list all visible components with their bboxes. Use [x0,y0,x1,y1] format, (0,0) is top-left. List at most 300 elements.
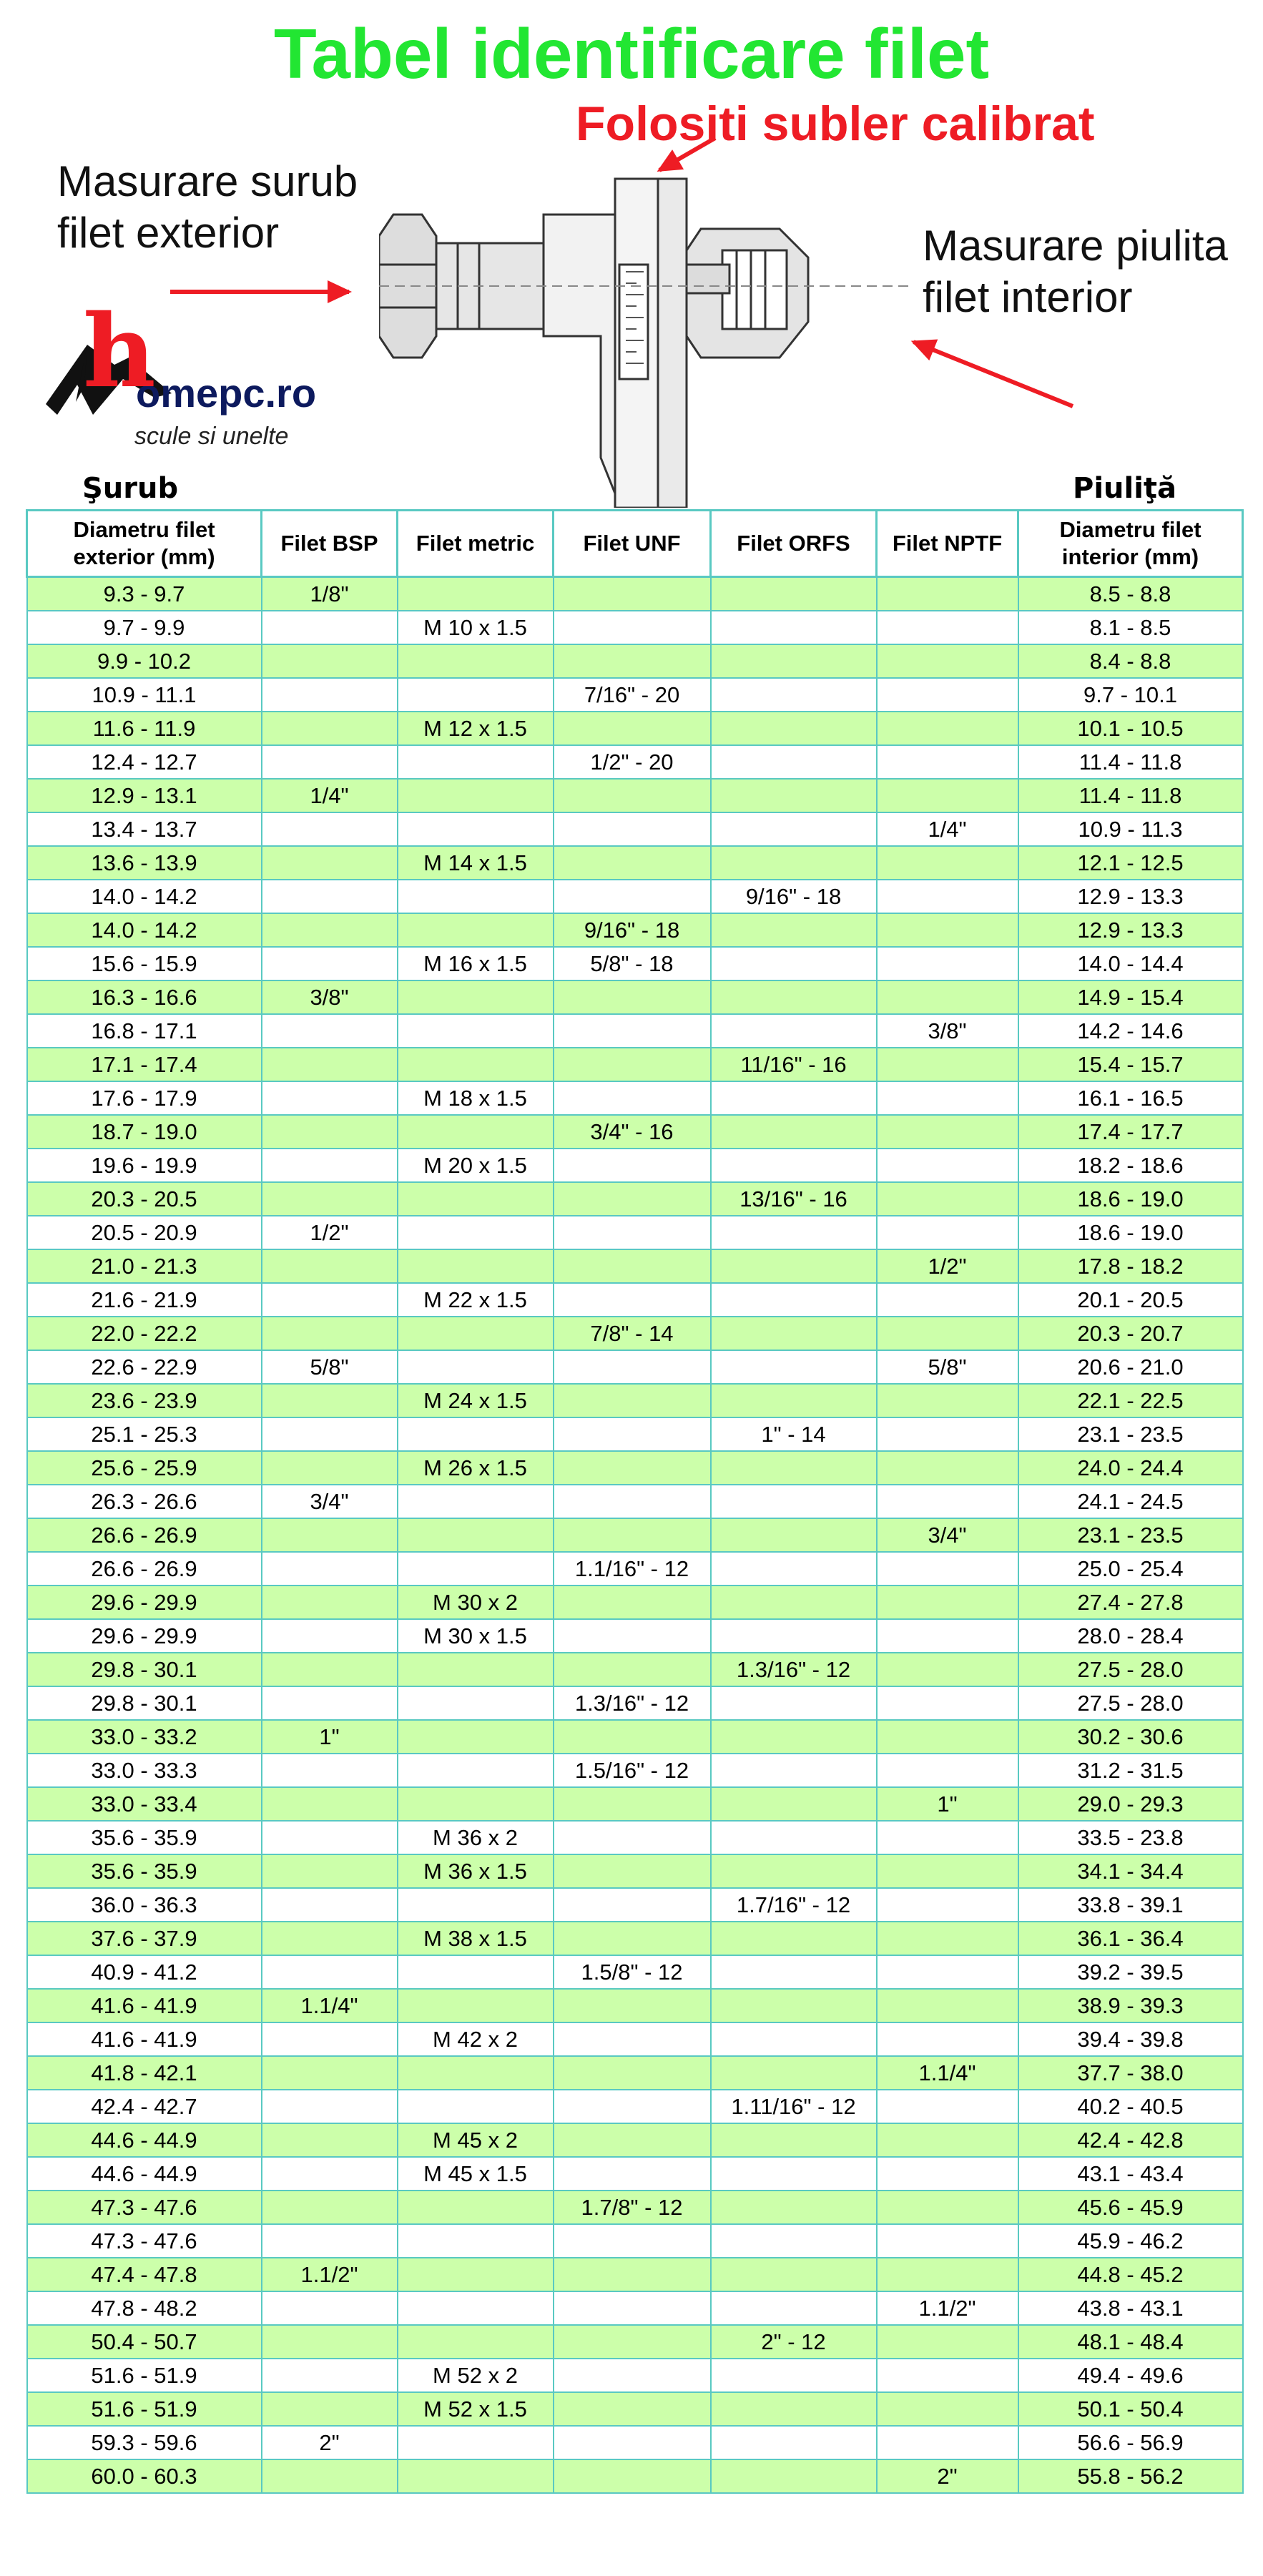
cell-orfs [711,1720,877,1754]
table-row [27,1115,1243,1149]
cell-unf [554,1821,711,1854]
table-row [27,913,1243,947]
cell-inner-diameter: 33.5 - 23.8 [1018,1821,1243,1854]
caliper-illustration-icon [379,157,908,508]
cell-metric [398,913,554,947]
cell-unf [554,2426,711,2459]
cell-inner-diameter: 43.1 - 43.4 [1018,2157,1243,2191]
cell-inner-diameter: 56.6 - 56.9 [1018,2426,1243,2459]
cell-unf [554,644,711,678]
thread-table [26,509,1244,2494]
cell-outer-diameter: 23.6 - 23.9 [27,1384,262,1417]
cell-orfs: 1.3/16" - 12 [711,1653,877,1686]
cell-outer-diameter: 33.0 - 33.4 [27,1787,262,1821]
cell-outer-diameter: 9.9 - 10.2 [27,644,262,678]
table-row [27,2191,1243,2224]
table-row [27,2056,1243,2090]
cell-bsp [262,1081,398,1115]
cell-nptf [877,1955,1018,1989]
cell-orfs [711,577,877,611]
table-row [27,1048,1243,1081]
cell-nptf [877,1048,1018,1081]
cell-bsp [262,1149,398,1182]
cell-orfs [711,2426,877,2459]
table-row [27,1754,1243,1787]
left-measure-label-line2: filet exterior [57,209,280,257]
table-row [27,2426,1243,2459]
cell-orfs [711,2123,877,2157]
cell-bsp [262,913,398,947]
cell-unf [554,2392,711,2426]
cell-metric [398,880,554,913]
cell-nptf [877,1149,1018,1182]
cell-metric [398,2459,554,2493]
cell-orfs [711,1451,877,1485]
cell-inner-diameter: 27.5 - 28.0 [1018,1686,1243,1720]
cell-metric [398,1552,554,1586]
cell-orfs [711,2258,877,2291]
cell-orfs [711,2291,877,2325]
cell-inner-diameter: 15.4 - 15.7 [1018,1048,1243,1081]
cell-unf [554,1384,711,1417]
cell-bsp [262,2459,398,2493]
cell-nptf [877,980,1018,1014]
logo-brand-text: omepc.ro [136,370,317,416]
cell-outer-diameter: 35.6 - 35.9 [27,1854,262,1888]
cell-unf [554,1586,711,1619]
cell-unf: 1.3/16" - 12 [554,1686,711,1720]
cell-unf [554,1149,711,1182]
cell-inner-diameter: 8.4 - 8.8 [1018,644,1243,678]
table-row [27,1586,1243,1619]
cell-orfs [711,1989,877,2022]
cell-outer-diameter: 42.4 - 42.7 [27,2090,262,2123]
header-outer-diameter: Diametru filet exterior (mm) [27,511,262,577]
header-nptf: Filet NPTF [877,511,1018,577]
cell-bsp [262,712,398,745]
table-row [27,1485,1243,1518]
cell-nptf [877,1451,1018,1485]
cell-orfs [711,1283,877,1317]
cell-outer-diameter: 18.7 - 19.0 [27,1115,262,1149]
cell-inner-diameter: 45.9 - 46.2 [1018,2224,1243,2258]
cell-nptf: 3/8" [877,1014,1018,1048]
cell-inner-diameter: 30.2 - 30.6 [1018,1720,1243,1754]
cell-orfs: 2" - 12 [711,2325,877,2359]
cell-nptf [877,644,1018,678]
cell-bsp [262,812,398,846]
left-measure-label-line1: Masurare surub [57,157,358,205]
cell-inner-diameter: 8.1 - 8.5 [1018,611,1243,644]
cell-inner-diameter: 22.1 - 22.5 [1018,1384,1243,1417]
table-row [27,2325,1243,2359]
cell-nptf [877,1317,1018,1350]
cell-bsp [262,1955,398,1989]
cell-nptf [877,2157,1018,2191]
cell-metric: M 14 x 1.5 [398,846,554,880]
cell-inner-diameter: 23.1 - 23.5 [1018,1518,1243,1552]
cell-outer-diameter: 14.0 - 14.2 [27,880,262,913]
cell-metric: M 38 x 1.5 [398,1922,554,1955]
header-unf: Filet UNF [554,511,711,577]
table-row [27,2392,1243,2426]
cell-orfs [711,611,877,644]
cell-nptf [877,2090,1018,2123]
cell-inner-diameter: 39.2 - 39.5 [1018,1955,1243,1989]
bolt-section-label: Şurub [82,472,179,505]
table-body [27,577,1243,2494]
cell-nptf: 3/4" [877,1518,1018,1552]
cell-nptf [877,2123,1018,2157]
cell-inner-diameter: 20.3 - 20.7 [1018,1317,1243,1350]
table-row [27,1552,1243,1586]
cell-unf [554,1451,711,1485]
cell-orfs [711,2224,877,2258]
cell-orfs [711,846,877,880]
table-row [27,1350,1243,1384]
cell-unf [554,1081,711,1115]
cell-orfs: 11/16" - 16 [711,1048,877,1081]
cell-orfs [711,1081,877,1115]
cell-orfs [711,812,877,846]
cell-outer-diameter: 22.0 - 22.2 [27,1317,262,1350]
cell-inner-diameter: 23.1 - 23.5 [1018,1417,1243,1451]
table-row [27,1014,1243,1048]
cell-metric [398,1653,554,1686]
cell-inner-diameter: 45.6 - 45.9 [1018,2191,1243,2224]
cell-bsp: 2" [262,2426,398,2459]
header-inner-diameter: Diametru filet interior (mm) [1018,511,1243,577]
cell-outer-diameter: 50.4 - 50.7 [27,2325,262,2359]
cell-metric [398,2056,554,2090]
cell-outer-diameter: 51.6 - 51.9 [27,2359,262,2392]
cell-orfs [711,1014,877,1048]
cell-metric [398,678,554,712]
cell-bsp [262,1854,398,1888]
table-row [27,2359,1243,2392]
table-row [27,1720,1243,1754]
cell-metric [398,2224,554,2258]
cell-unf: 1.1/16" - 12 [554,1552,711,1586]
cell-unf [554,2056,711,2090]
cell-bsp [262,1048,398,1081]
cell-outer-diameter: 37.6 - 37.9 [27,1922,262,1955]
cell-metric [398,1754,554,1787]
cell-orfs [711,1787,877,1821]
cell-bsp [262,947,398,980]
cell-orfs [711,2191,877,2224]
table-row [27,1989,1243,2022]
cell-inner-diameter: 9.7 - 10.1 [1018,678,1243,712]
cell-orfs [711,644,877,678]
cell-unf [554,880,711,913]
cell-outer-diameter: 44.6 - 44.9 [27,2157,262,2191]
cell-unf [554,2325,711,2359]
cell-orfs [711,1149,877,1182]
cell-orfs [711,947,877,980]
cell-nptf [877,2258,1018,2291]
cell-unf: 1/2" - 20 [554,745,711,779]
cell-inner-diameter: 25.0 - 25.4 [1018,1552,1243,1586]
cell-inner-diameter: 16.1 - 16.5 [1018,1081,1243,1115]
cell-inner-diameter: 29.0 - 29.3 [1018,1787,1243,1821]
table-row [27,1518,1243,1552]
cell-orfs [711,2157,877,2191]
cell-orfs [711,2359,877,2392]
cell-inner-diameter: 11.4 - 11.8 [1018,779,1243,812]
cell-nptf [877,779,1018,812]
cell-bsp [262,1653,398,1686]
cell-metric: M 45 x 2 [398,2123,554,2157]
cell-metric [398,2258,554,2291]
cell-orfs [711,1216,877,1249]
cell-metric [398,1417,554,1451]
table-row [27,1619,1243,1653]
cell-nptf [877,1653,1018,1686]
cell-outer-diameter: 59.3 - 59.6 [27,2426,262,2459]
table-row [27,1384,1243,1417]
cell-outer-diameter: 29.6 - 29.9 [27,1619,262,1653]
cell-unf [554,812,711,846]
cell-metric [398,1216,554,1249]
cell-unf [554,2022,711,2056]
cell-unf [554,1653,711,1686]
table-row [27,2258,1243,2291]
cell-metric [398,1317,554,1350]
cell-bsp [262,1619,398,1653]
cell-inner-diameter: 12.9 - 13.3 [1018,913,1243,947]
cell-bsp: 1/4" [262,779,398,812]
cell-metric: M 26 x 1.5 [398,1451,554,1485]
cell-bsp: 1" [262,1720,398,1754]
cell-bsp [262,2090,398,2123]
table-row [27,980,1243,1014]
cell-nptf [877,745,1018,779]
cell-metric: M 52 x 2 [398,2359,554,2392]
nut-section-label: Piuliţă [1073,472,1177,505]
cell-outer-diameter: 41.6 - 41.9 [27,2022,262,2056]
cell-bsp: 1/2" [262,1216,398,1249]
cell-outer-diameter: 36.0 - 36.3 [27,1888,262,1922]
cell-metric [398,2426,554,2459]
cell-nptf [877,1854,1018,1888]
cell-metric [398,1787,554,1821]
table-row [27,1686,1243,1720]
cell-metric [398,779,554,812]
cell-metric [398,812,554,846]
cell-nptf [877,1754,1018,1787]
cell-nptf [877,1081,1018,1115]
cell-orfs [711,1754,877,1787]
cell-metric [398,1686,554,1720]
cell-metric [398,1182,554,1216]
cell-outer-diameter: 17.1 - 17.4 [27,1048,262,1081]
arrow-to-bolt-icon [170,290,349,294]
cell-metric: M 12 x 1.5 [398,712,554,745]
cell-bsp [262,1115,398,1149]
cell-bsp [262,1586,398,1619]
cell-bsp [262,846,398,880]
cell-nptf [877,2325,1018,2359]
cell-nptf [877,2191,1018,2224]
cell-metric [398,1350,554,1384]
cell-unf: 7/16" - 20 [554,678,711,712]
cell-orfs [711,678,877,712]
cell-bsp: 1.1/4" [262,1989,398,2022]
cell-inner-diameter: 33.8 - 39.1 [1018,1888,1243,1922]
table-row [27,1216,1243,1249]
cell-metric: M 45 x 1.5 [398,2157,554,2191]
cell-nptf [877,1586,1018,1619]
table-row [27,880,1243,913]
cell-unf [554,980,711,1014]
cell-nptf [877,1182,1018,1216]
cell-inner-diameter: 38.9 - 39.3 [1018,1989,1243,2022]
cell-metric: M 36 x 1.5 [398,1854,554,1888]
cell-orfs [711,1619,877,1653]
table-row [27,1821,1243,1854]
cell-outer-diameter: 13.4 - 13.7 [27,812,262,846]
cell-bsp [262,1888,398,1922]
table-row [27,812,1243,846]
table-row [27,678,1243,712]
cell-unf: 3/4" - 16 [554,1115,711,1149]
cell-inner-diameter: 31.2 - 31.5 [1018,1754,1243,1787]
cell-orfs [711,1317,877,1350]
cell-outer-diameter: 13.6 - 13.9 [27,846,262,880]
cell-outer-diameter: 9.7 - 9.9 [27,611,262,644]
cell-outer-diameter: 47.3 - 47.6 [27,2191,262,2224]
cell-inner-diameter: 44.8 - 45.2 [1018,2258,1243,2291]
logo-brand [83,293,317,422]
cell-metric [398,1888,554,1922]
cell-unf [554,1888,711,1922]
cell-inner-diameter: 18.6 - 19.0 [1018,1216,1243,1249]
cell-nptf [877,846,1018,880]
cell-nptf [877,611,1018,644]
table-row [27,1922,1243,1955]
header-bsp: Filet BSP [262,511,398,577]
cell-nptf [877,1384,1018,1417]
header-orfs: Filet ORFS [711,511,877,577]
cell-unf [554,2291,711,2325]
cell-outer-diameter: 22.6 - 22.9 [27,1350,262,1384]
cell-bsp [262,2359,398,2392]
cell-metric: M 10 x 1.5 [398,611,554,644]
cell-unf [554,1720,711,1754]
cell-metric: M 16 x 1.5 [398,947,554,980]
cell-nptf [877,1619,1018,1653]
cell-outer-diameter: 40.9 - 41.2 [27,1955,262,1989]
cell-orfs [711,2392,877,2426]
cell-unf [554,611,711,644]
cell-nptf [877,1922,1018,1955]
cell-outer-diameter: 25.1 - 25.3 [27,1417,262,1451]
cell-bsp [262,1384,398,1417]
cell-bsp [262,1686,398,1720]
cell-unf: 1.5/8" - 12 [554,1955,711,1989]
cell-outer-diameter: 11.6 - 11.9 [27,712,262,745]
cell-inner-diameter: 24.0 - 24.4 [1018,1451,1243,1485]
cell-orfs [711,1249,877,1283]
cell-orfs: 9/16" - 18 [711,880,877,913]
table-row [27,1283,1243,1317]
table-row [27,1653,1243,1686]
cell-outer-diameter: 20.5 - 20.9 [27,1216,262,1249]
cell-unf [554,1216,711,1249]
table-row [27,846,1243,880]
cell-orfs [711,2056,877,2090]
cell-metric [398,2325,554,2359]
table-row [27,947,1243,980]
cell-bsp [262,880,398,913]
table-row [27,1081,1243,1115]
cell-inner-diameter: 42.4 - 42.8 [1018,2123,1243,2157]
table-row [27,1417,1243,1451]
cell-orfs [711,1552,877,1586]
cell-inner-diameter: 18.2 - 18.6 [1018,1149,1243,1182]
cell-unf [554,1048,711,1081]
cell-outer-diameter: 29.6 - 29.9 [27,1586,262,1619]
cell-orfs: 1.7/16" - 12 [711,1888,877,1922]
cell-orfs [711,1115,877,1149]
cell-nptf: 5/8" [877,1350,1018,1384]
cell-outer-diameter: 16.8 - 17.1 [27,1014,262,1048]
cell-outer-diameter: 51.6 - 51.9 [27,2392,262,2426]
cell-inner-diameter: 43.8 - 43.1 [1018,2291,1243,2325]
cell-bsp [262,2191,398,2224]
cell-unf [554,1350,711,1384]
cell-outer-diameter: 35.6 - 35.9 [27,1821,262,1854]
cell-nptf [877,1115,1018,1149]
table-row [27,2123,1243,2157]
cell-outer-diameter: 47.8 - 48.2 [27,2291,262,2325]
cell-outer-diameter: 19.6 - 19.9 [27,1149,262,1182]
table-row [27,712,1243,745]
cell-orfs [711,779,877,812]
cell-bsp [262,1249,398,1283]
cell-inner-diameter: 8.5 - 8.8 [1018,577,1243,611]
cell-unf [554,577,711,611]
cell-bsp [262,1922,398,1955]
cell-orfs [711,913,877,947]
cell-inner-diameter: 12.9 - 13.3 [1018,880,1243,913]
cell-outer-diameter: 15.6 - 15.9 [27,947,262,980]
cell-nptf [877,1216,1018,1249]
cell-bsp [262,1552,398,1586]
cell-nptf [877,1888,1018,1922]
cell-outer-diameter: 29.8 - 30.1 [27,1653,262,1686]
table-row [27,2022,1243,2056]
cell-orfs [711,1686,877,1720]
table-row [27,745,1243,779]
cell-inner-diameter: 40.2 - 40.5 [1018,2090,1243,2123]
cell-inner-diameter: 34.1 - 34.4 [1018,1854,1243,1888]
cell-nptf [877,880,1018,913]
cell-outer-diameter: 21.0 - 21.3 [27,1249,262,1283]
cell-nptf: 1.1/4" [877,2056,1018,2090]
cell-bsp [262,2056,398,2090]
table-row [27,1888,1243,1922]
cell-bsp: 3/4" [262,1485,398,1518]
table-row [27,1787,1243,1821]
cell-nptf [877,1821,1018,1854]
cell-nptf: 1/2" [877,1249,1018,1283]
cell-unf [554,1854,711,1888]
cell-nptf [877,947,1018,980]
cell-orfs [711,1922,877,1955]
cell-bsp [262,1417,398,1451]
